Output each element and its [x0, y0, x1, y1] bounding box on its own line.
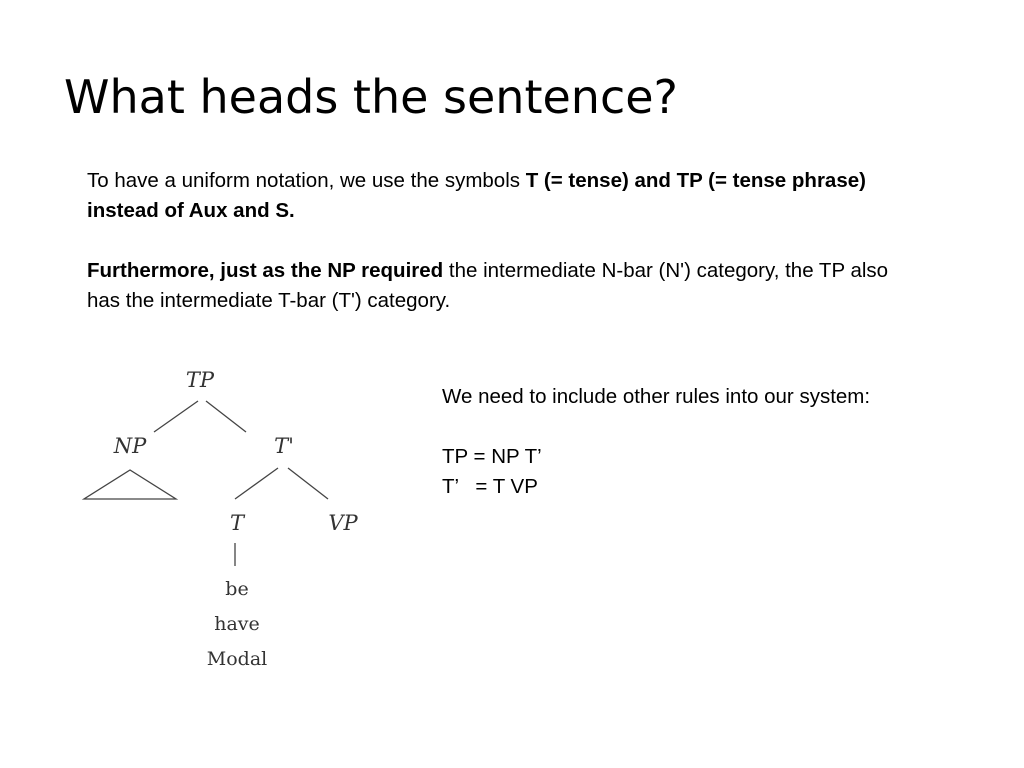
paragraph-intermediate-bold: Furthermore, just as the NP required — [87, 259, 444, 282]
tree-node-tp: TP — [185, 368, 215, 392]
tree-node-vp: VP — [328, 511, 358, 535]
rules-block — [442, 382, 1012, 502]
tree-node-t: T — [229, 511, 245, 535]
rule-tp: TP = NP T’ — [442, 445, 542, 468]
tree-np-triangle — [84, 470, 176, 499]
rules-intro: We need to include other rules into our system: — [442, 385, 871, 408]
tree-node-tbar: T' — [274, 434, 294, 458]
tree-branch-tp-np — [154, 401, 198, 432]
tree-word-modal: Modal — [206, 648, 268, 670]
paragraph-intermediate-text: the intermediate N-bar (N') category, the TP also has the intermediate T-bar (T') category. — [87, 259, 889, 312]
body-text — [87, 166, 907, 316]
tree-branch-tbar-t — [235, 468, 278, 499]
paragraph-notation-text: To have a uniform notation, we use the symbols — [87, 169, 526, 192]
tree-node-np: NP — [113, 434, 147, 458]
paragraph-notation-bold: T (= tense) and TP (= tense phrase) instead of Aux and S. — [87, 169, 866, 222]
slide-title: What heads the sentence? — [64, 70, 678, 124]
tree-branch-tp-tbar — [206, 401, 246, 432]
tree-word-have: have — [214, 613, 260, 635]
tree-word-be: be — [225, 578, 249, 600]
tree-branch-tbar-vp — [288, 468, 328, 499]
paragraph-notation — [87, 166, 907, 226]
paragraph-intermediate — [87, 256, 907, 316]
rules-spacer — [442, 412, 1012, 442]
rule-tbar: T’ = T VP — [442, 475, 538, 498]
syntax-tree-diagram — [78, 360, 378, 680]
